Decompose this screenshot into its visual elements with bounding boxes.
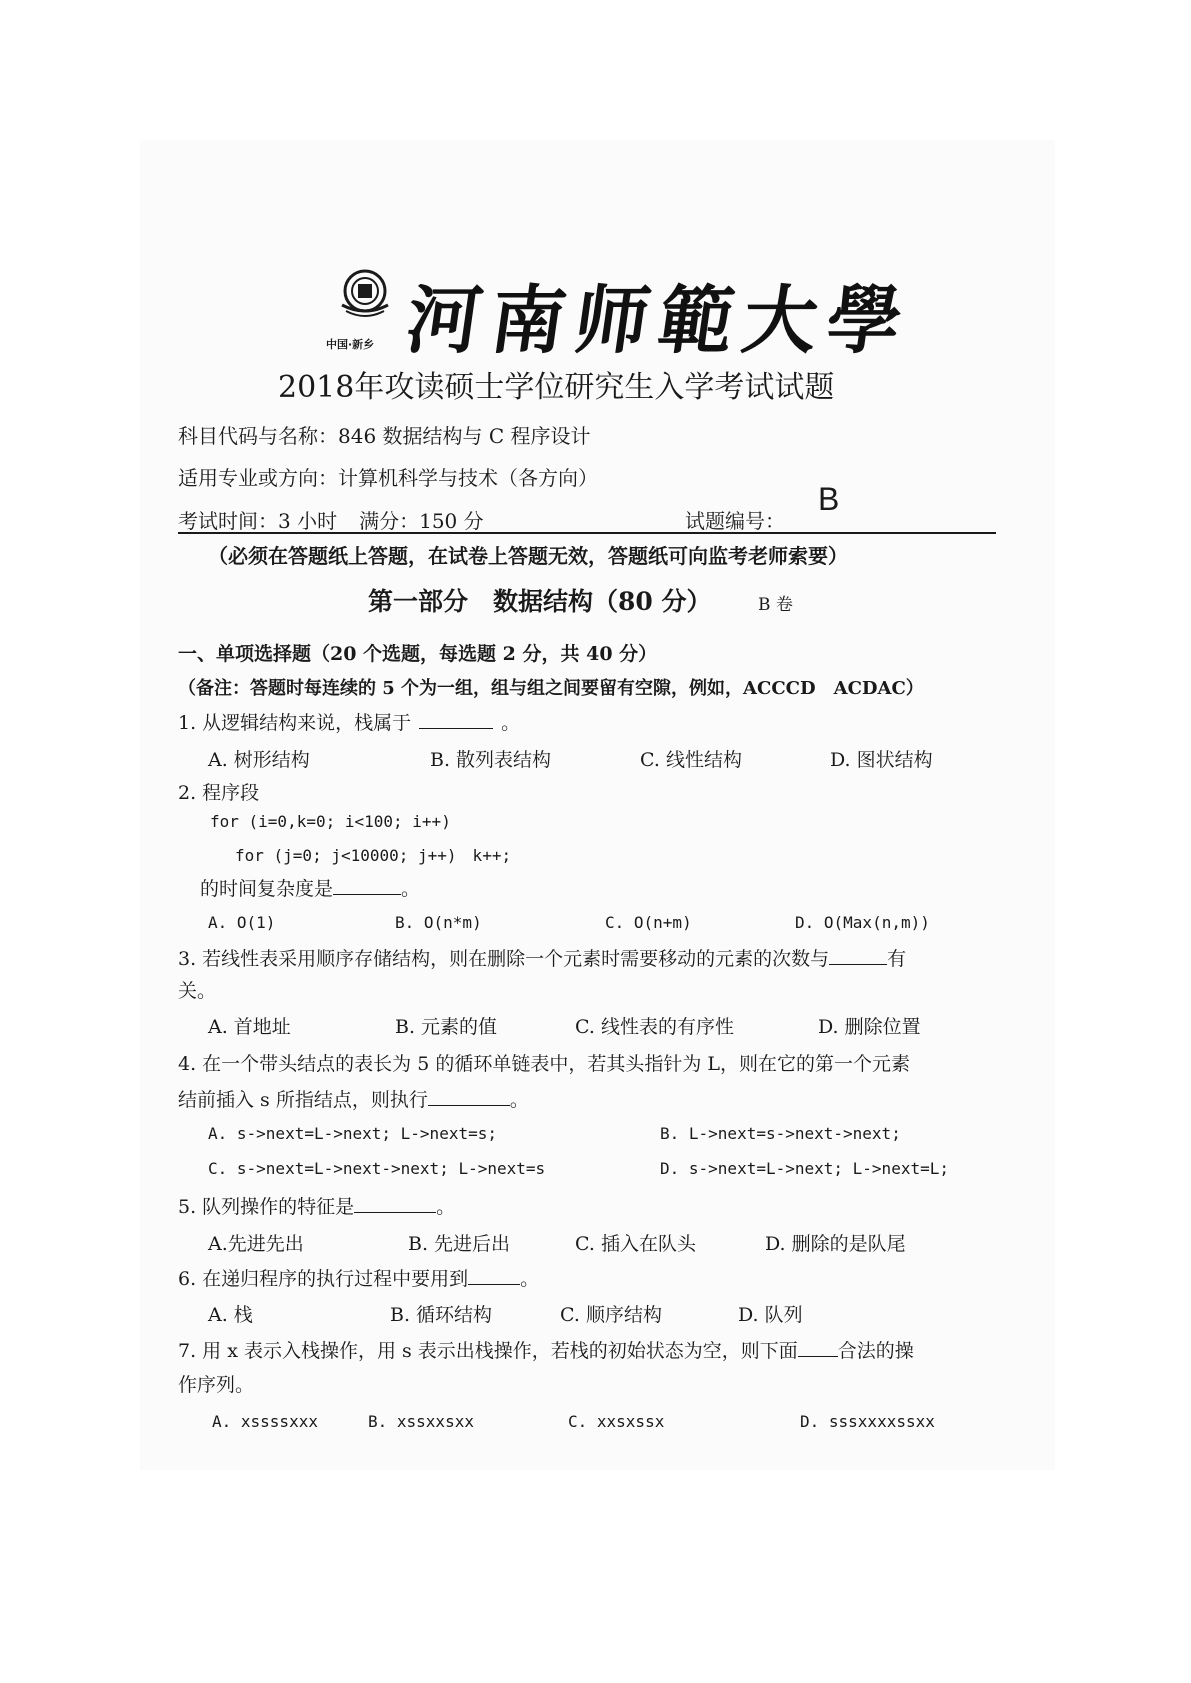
option-c: C. 线性表的有序性 [575, 1016, 734, 1038]
subject-line [178, 420, 591, 449]
question-stem: 5. 队列操作的特征是 [178, 1196, 355, 1218]
section-heading: 一、单项选择题（20 个选题，每选题 2 分，共 40 分） [178, 643, 658, 665]
university-name: 河南师範大學 [401, 278, 918, 364]
score-label: 满分： [359, 509, 420, 533]
option-b: B. O(n*m) [395, 913, 482, 932]
question-2: 2. 程序段 [178, 782, 260, 804]
time-label: 考试时间： [178, 509, 278, 533]
time-line [178, 505, 484, 534]
answer-blank [829, 946, 887, 965]
option-a: A. O(1) [208, 913, 276, 932]
paper-code-label: 试题编号： [685, 509, 785, 533]
question-3 [178, 944, 906, 971]
option-d: D. 删除位置 [818, 1016, 921, 1038]
answer-blank [798, 1338, 838, 1357]
header-divider [178, 532, 996, 534]
option-a: A.先进先出 [208, 1233, 304, 1255]
question-3-cont: 关。 [178, 980, 217, 1002]
score-value: 150 分 [419, 509, 484, 533]
question-2-tail [200, 874, 420, 901]
question-stem: 6. 在递归程序的执行过程中要用到 [178, 1268, 469, 1290]
option-b: B. xssxxsxx [368, 1412, 474, 1431]
question-5 [178, 1192, 455, 1219]
answer-blank [419, 710, 493, 729]
major-value: 计算机科学与技术（各方向） [338, 466, 598, 490]
subject-label: 科目代码与名称： [178, 424, 338, 448]
option-a: A. xssssxxx [212, 1412, 318, 1431]
question-1 [178, 708, 520, 735]
option-a: A. 栈 [208, 1304, 253, 1326]
option-b: B. 散列表结构 [430, 749, 552, 771]
university-emblem-icon [330, 265, 400, 335]
question-end: 。 [501, 712, 521, 734]
question-stem: 3. 若线性表采用顺序存储结构，则在删除一个元素时需要移动的元素的次数与 [178, 948, 830, 970]
option-a: A. s->next=L->next; L->next=s; [208, 1124, 497, 1143]
option-c: C. 顺序结构 [560, 1304, 662, 1326]
answer-blank [428, 1087, 510, 1106]
question-6 [178, 1264, 539, 1291]
question-cont-text: 结前插入 s 所指结点，则执行 [178, 1089, 428, 1111]
major-line [178, 462, 598, 491]
exam-title: 2018年攻读硕士学位研究生入学考试试题 [278, 370, 835, 405]
question-4-cont [178, 1085, 529, 1112]
option-d: D. 图状结构 [830, 749, 933, 771]
answer-blank [468, 1266, 520, 1285]
question-7 [178, 1336, 914, 1363]
option-b: B. 先进后出 [408, 1233, 511, 1255]
question-end: 合法的操 [837, 1340, 914, 1362]
answer-blank [333, 876, 401, 895]
code-line-1: for (i=0,k=0; i<100; i++) [210, 812, 451, 831]
option-d: D. 删除的是队尾 [765, 1233, 906, 1255]
option-c: C. 线性结构 [640, 749, 742, 771]
subject-value: 846 数据结构与 C 程序设计 [338, 424, 591, 448]
question-end: 。 [509, 1089, 529, 1111]
option-b: B. 循环结构 [390, 1304, 493, 1326]
option-c: C. xxsxssx [568, 1412, 665, 1431]
time-value: 3 小时 [278, 509, 338, 533]
question-stem: 1. 从逻辑结构来说，栈属于 [178, 712, 412, 734]
option-c: C. 插入在队头 [575, 1233, 696, 1255]
option-c: C. s->next=L->next->next; L->next=s [208, 1159, 546, 1178]
option-b: B. L->next=s->next->next; [660, 1124, 901, 1143]
logo-caption: 中国·新乡 [326, 338, 375, 351]
code-line-2: for (j=0; j<10000; j++) k++; [235, 846, 512, 865]
question-tail-text: 的时间复杂度是 [200, 878, 334, 900]
paper-code-value: B [818, 481, 840, 517]
question-end: 。 [436, 1196, 456, 1218]
question-end: 。 [520, 1268, 540, 1290]
question-stem: 7. 用 x 表示入栈操作，用 s 表示出栈操作，若栈的初始状态为空，则下面 [178, 1340, 798, 1362]
section-note: （备注：答题时每连续的 5 个为一组，组与组之间要留有空隙，例如，ACCCD ACDAC） [178, 678, 924, 699]
major-label: 适用专业或方向： [178, 466, 338, 490]
part-volume: B 卷 [758, 595, 793, 615]
option-a: A. 首地址 [208, 1016, 291, 1038]
option-d: D. 队列 [738, 1304, 803, 1326]
option-b: B. 元素的值 [395, 1016, 498, 1038]
question-end: 有 [887, 948, 907, 970]
part-title: 第一部分 数据结构（80 分） [368, 587, 712, 616]
option-d: D. s->next=L->next; L->next=L; [660, 1159, 949, 1178]
question-4: 4. 在一个带头结点的表长为 5 的循环单链表中，若其头指针为 L，则在它的第一个元素 [178, 1053, 910, 1075]
option-d: D. O(Max(n,m)) [795, 913, 930, 932]
option-d: D. sssxxxxssxx [800, 1412, 935, 1431]
option-a: A. 树形结构 [208, 749, 310, 771]
question-7-cont: 作序列。 [178, 1374, 255, 1396]
question-end: 。 [401, 878, 421, 900]
answer-blank [354, 1194, 436, 1213]
answer-notice: （必须在答题纸上答题，在试卷上答题无效，答题纸可向监考老师索要） [208, 544, 848, 568]
option-c: C. O(n+m) [605, 913, 692, 932]
